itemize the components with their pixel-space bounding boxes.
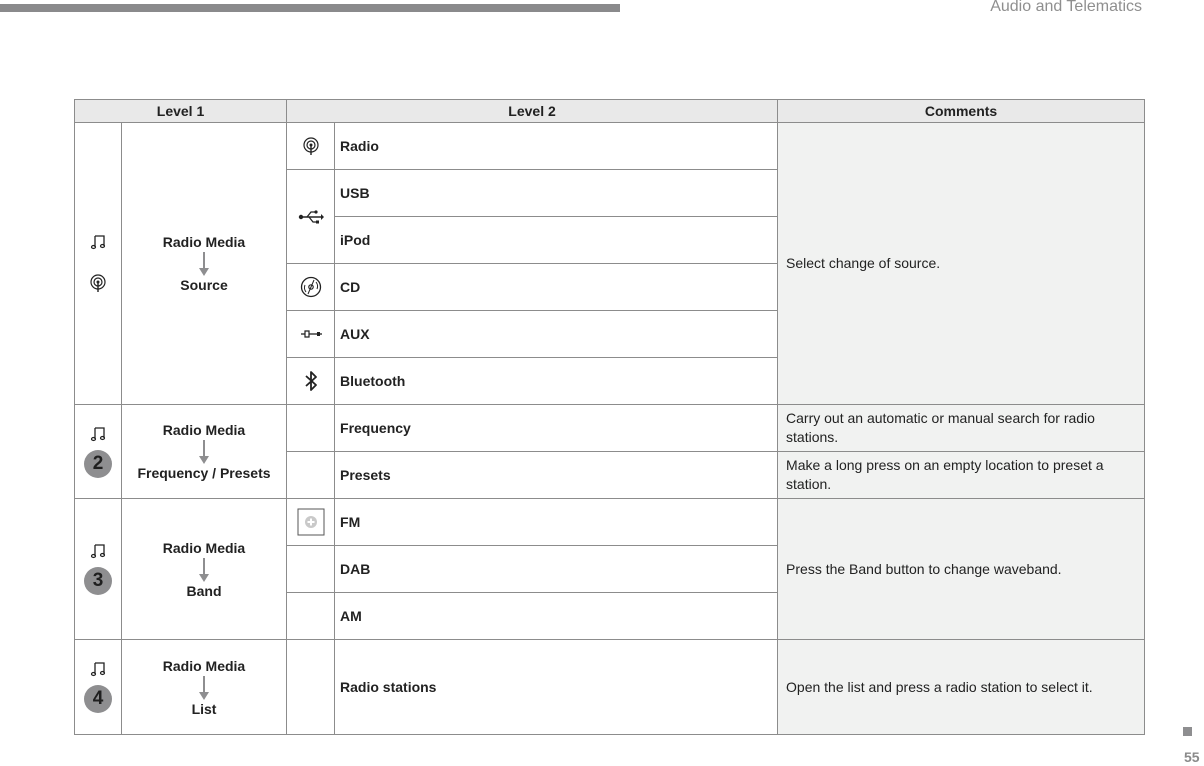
footer-marker [1183,727,1192,736]
group-list-icons [75,640,122,735]
level1-label-bottom: Frequency / Presets [137,465,271,481]
header-bar [0,4,620,12]
empty-icon-cell [287,546,335,593]
level1-label-top: Radio Media [162,539,246,556]
music-note-icon [90,234,106,250]
level2-item-presets: Presets [335,452,778,499]
header-level1: Level 1 [75,100,287,123]
bluetooth-icon [287,358,335,405]
level2-item-radio-stations: Radio stations [335,640,778,735]
step-badge: 3 [84,567,112,595]
comment-band: Press the Band button to change waveband. [778,499,1145,640]
radio-antenna-icon [88,273,108,293]
level2-item-radio: Radio [335,123,778,170]
comment-frequency: Carry out an automatic or manual search for radio stations. [778,405,1145,452]
music-note-icon [90,661,106,677]
header-comments: Comments [778,100,1145,123]
empty-icon-cell [287,405,335,452]
group-frequency-title [122,405,287,499]
level2-item-aux: AUX [335,311,778,358]
radio-antenna-icon [287,123,335,170]
level2-item-frequency: Frequency [335,405,778,452]
step-badge: 4 [84,685,112,713]
cd-icon [287,264,335,311]
empty-icon-cell [287,452,335,499]
comment-list: Open the list and press a radio station to select it. [778,640,1145,735]
level1-label-bottom: Source [180,277,228,293]
group-source-title [122,123,287,405]
group-band-icons [75,499,122,640]
arrow-down-icon [199,558,209,582]
level1-label-top: Radio Media [162,657,246,674]
level1-label-top: Radio Media [162,422,246,438]
arrow-down-icon [199,440,209,464]
fm-box-icon [287,499,335,546]
level2-item-bluetooth: Bluetooth [335,358,778,405]
menu-table [74,99,1145,735]
level2-item-fm: FM [335,499,778,546]
empty-icon-cell [287,593,335,640]
music-note-icon [90,543,106,559]
level2-item-am: AM [335,593,778,640]
comment-source: Select change of source. [778,123,1145,405]
group-list-title [122,640,287,735]
aux-jack-icon [287,311,335,358]
header-level2: Level 2 [287,100,778,123]
section-title: Audio and Telematics [990,0,1142,15]
level2-item-ipod: iPod [335,217,778,264]
level2-item-cd: CD [335,264,778,311]
level2-item-usb: USB [335,170,778,217]
group-frequency-icons [75,405,122,499]
group-source-icons [75,123,122,405]
music-note-icon [90,426,106,442]
level1-label-bottom: List [191,700,217,717]
empty-icon-cell [287,640,335,735]
level1-label-top: Radio Media [162,234,246,250]
group-band-title [122,499,287,640]
comment-presets: Make a long press on an empty location to preset a station. [778,452,1145,499]
usb-icon [287,170,335,264]
level2-item-dab: DAB [335,546,778,593]
level1-label-bottom: Band [186,582,222,599]
arrow-down-icon [199,252,209,276]
step-badge: 2 [84,450,112,478]
arrow-down-icon [199,676,209,700]
page-number: 55 [1184,749,1200,765]
